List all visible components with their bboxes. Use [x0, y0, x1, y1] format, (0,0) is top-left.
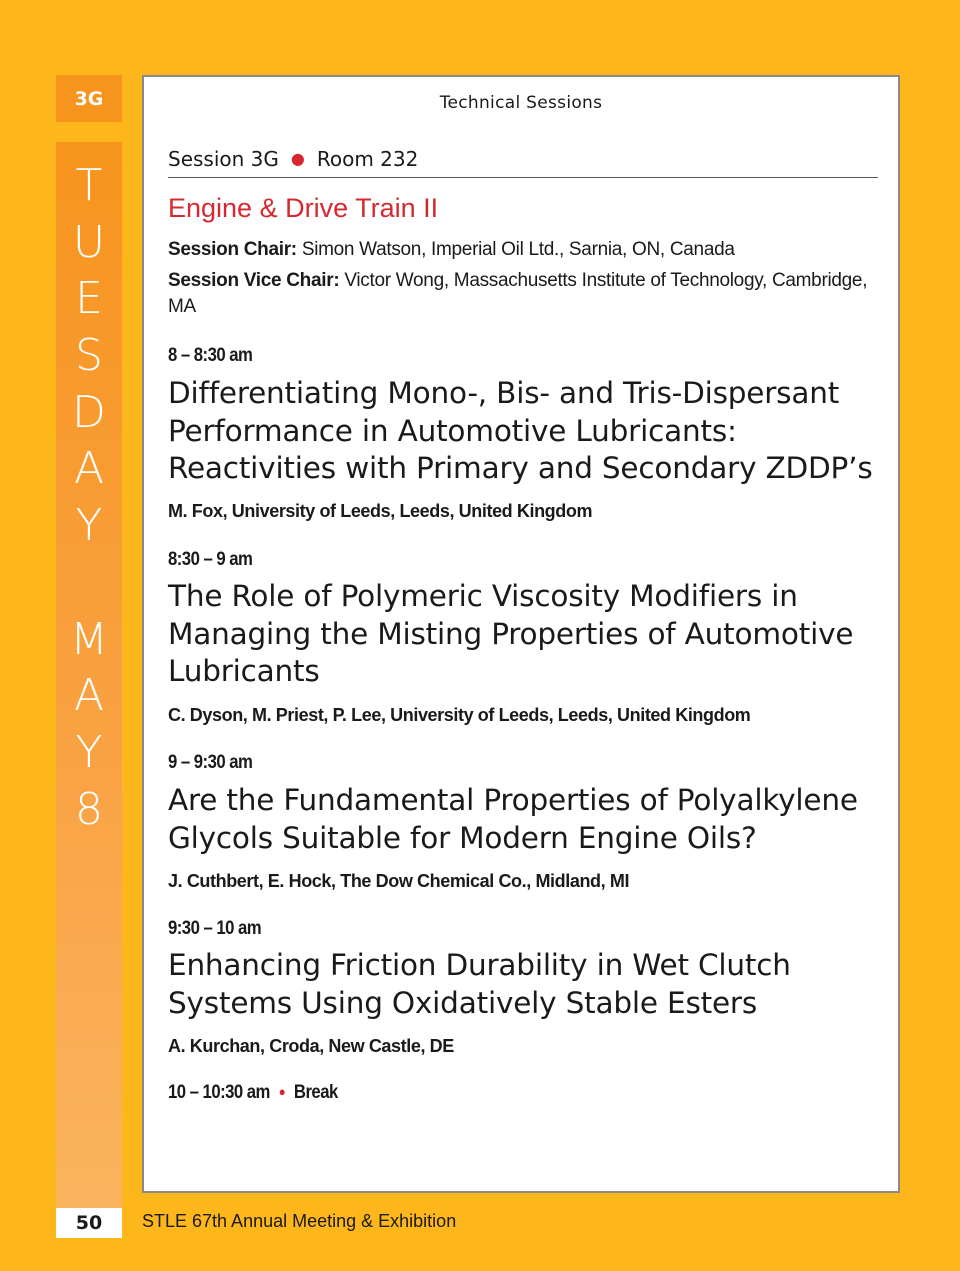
break-time: 10 – 10:30 am: [168, 1082, 270, 1103]
break-line: [168, 1082, 338, 1104]
session-vice-chair: [168, 268, 868, 320]
track-title: Engine & Drive Train II: [168, 193, 439, 223]
talk-title: Differentiating Mono-, Bis- and Tris-Dispersant Performance in Automotive Lubricants: Reactivities with Primary and Secondary ZDDP’s: [168, 376, 873, 486]
vice-chair-value: Victor Wong, Massachusetts Institute of Technology, Cambridge, MA: [168, 270, 868, 317]
day-vertical-text: [56, 158, 122, 838]
talk-title: Enhancing Friction Durability in Wet Clutch Systems Using Oxidatively Stable Esters: [168, 948, 791, 1020]
talk-authors: C. Dyson, M. Priest, P. Lee, University of Leeds, Leeds, United Kingdom: [168, 705, 751, 725]
session-room-line: [168, 147, 878, 178]
section-header: Technical Sessions: [439, 93, 603, 113]
session-tab: 3G: [56, 75, 122, 122]
date-letter: M: [70, 613, 108, 665]
room-label: Room 232: [316, 147, 419, 171]
day-letter: D: [72, 386, 106, 438]
date-letter: 8: [75, 783, 103, 835]
bullet-icon: ●: [290, 149, 305, 168]
talk-time: 9 – 9:30 am: [168, 752, 253, 773]
footer-event: STLE 67th Annual Meeting & Exhibition: [142, 1211, 457, 1231]
date-letter: Y: [75, 726, 103, 778]
talk-time: 8:30 – 9 am: [168, 549, 253, 570]
session-chair: [168, 237, 868, 263]
talk-title: Are the Fundamental Properties of Polyalkylene Glycols Suitable for Modern Engine Oils?: [168, 783, 858, 855]
bullet-icon: ●: [278, 1084, 286, 1099]
date-letter: A: [73, 670, 105, 722]
chair-label: Session Chair:: [168, 239, 297, 260]
content-panel: [142, 75, 900, 1193]
talk-time: 9:30 – 10 am: [168, 918, 262, 939]
talk-authors: M. Fox, University of Leeds, Leeds, United Kingdom: [168, 501, 593, 521]
talk-authors: J. Cuthbert, E. Hock, The Dow Chemical Co., Midland, MI: [168, 871, 630, 891]
break-label: Break: [293, 1082, 338, 1103]
chair-value: Simon Watson, Imperial Oil Ltd., Sarnia, ON, Canada: [301, 239, 735, 260]
vice-chair-label: Session Vice Chair:: [168, 270, 340, 291]
talk-time: 8 – 8:30 am: [168, 345, 253, 366]
day-letter: S: [75, 330, 103, 382]
day-letter: U: [72, 216, 106, 268]
day-letter: A: [73, 443, 105, 495]
day-letter: Y: [75, 500, 103, 552]
session-label: Session 3G: [168, 147, 279, 171]
day-letter: T: [75, 160, 103, 211]
talk-title: The Role of Polymeric Viscosity Modifiers in Managing the Misting Properties of Automotive Lubricants: [168, 579, 854, 689]
talk-authors: A. Kurchan, Croda, New Castle, DE: [168, 1036, 454, 1056]
page-number: 50: [56, 1208, 122, 1238]
day-letter: E: [75, 273, 103, 325]
